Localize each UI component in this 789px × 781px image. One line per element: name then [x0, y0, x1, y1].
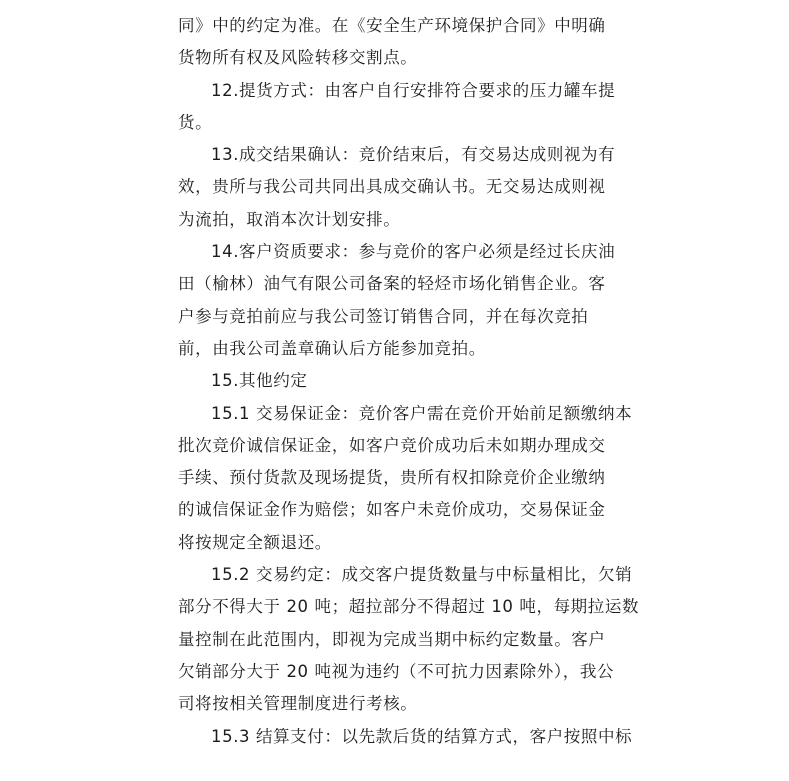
clause-13-heading-line: 13.成交结果确认：竞价结束后，有交易达成则视为有 — [211, 145, 616, 165]
text-line: 量控制在此范围内，即视为完成当期中标约定数量。客户 — [178, 629, 606, 649]
text-line: 同》中的约定为准。在《安全生产环境保护合同》中明确 — [178, 16, 606, 35]
text-line: 户参与竞拍前应与我公司签订销售合同，并在每次竞拍 — [178, 306, 589, 326]
text-line: 货物所有权及风险转移交割点。 — [178, 48, 418, 68]
text-line: 手续、预付货款及现场提货，贵所有权扣除竞价企业缴纳 — [178, 468, 606, 488]
text-line: 部分不得大于 20 吨；超拉部分不得超过 10 吨，每期拉运数 — [178, 597, 640, 617]
text-line: 司将按相关管理制度进行考核。 — [178, 694, 418, 714]
text-line: 将按规定全额退还。 — [178, 532, 332, 552]
clause-15-1-heading-line: 15.1 交易保证金：竞价客户需在竞价开始前足额缴纳本 — [211, 403, 633, 423]
text-line: 田（榆林）油气有限公司备案的轻烃市场化销售企业。客 — [178, 274, 606, 294]
text-line: 效，贵所与我公司共同出具成交确认书。无交易达成则视 — [178, 177, 606, 197]
text-line: 为流拍，取消本次计划安排。 — [178, 209, 401, 229]
clause-14-heading-line: 14.客户资质要求：参与竞价的客户必须是经过长庆油 — [211, 242, 616, 262]
text-line: 前，由我公司盖章确认后方能参加竞拍。 — [178, 338, 486, 358]
text-line: 货。 — [178, 112, 213, 132]
text-line: 批次竞价诚信保证金，如客户竞价成功后未如期办理成交 — [178, 435, 606, 455]
clause-15-3-heading-line: 15.3 结算支付：以先款后货的结算方式，客户按照中标 — [211, 726, 633, 746]
text-line: 的诚信保证金作为赔偿；如客户未竞价成功，交易保证金 — [178, 500, 606, 520]
text-line: 欠销部分大于 20 吨视为违约（不可抗力因素除外），我公 — [178, 661, 615, 681]
document-page — [178, 10, 640, 753]
clause-15-2-heading-line: 15.2 交易约定：成交客户提货数量与中标量相比，欠销 — [211, 565, 633, 585]
clause-15-heading: 15.其他约定 — [211, 371, 308, 391]
clause-12-heading-line: 12.提货方式：由客户自行安排符合要求的压力罐车提 — [211, 80, 616, 100]
